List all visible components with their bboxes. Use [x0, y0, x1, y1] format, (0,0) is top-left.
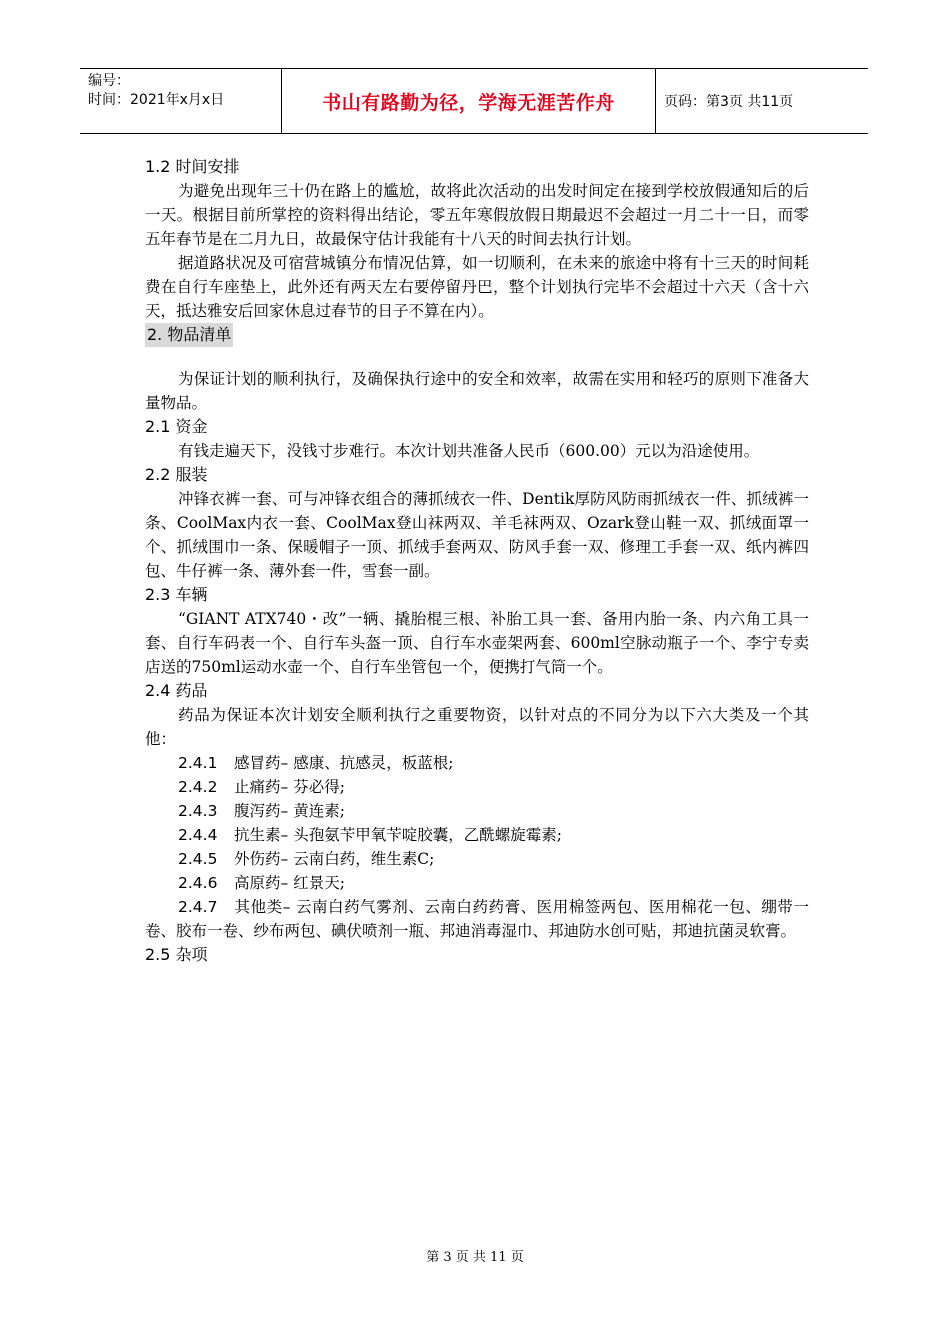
medicine-dash: –	[280, 850, 289, 868]
medicine-number: 2.4.6	[178, 874, 218, 892]
section-1-2-title: 1.2 时间安排	[145, 157, 240, 176]
section-2-3-paragraph: “GIANT ATX740・改”一辆、撬胎棍三根、补胎工具一套、备用内胎一条、内六角工具一套、自行车码表一个、自行车头盔一顶、自行车水壶架两套、600ml空脉动瓶子一个、李宁专卖店送的750ml运动水壶一个、自行车坐管包一个，便携打气筒一个。	[145, 610, 809, 676]
header-page-label: 页码：第3页 共11页	[664, 94, 794, 110]
section-2-2-paragraph: 冲锋衣裤一套、可与冲锋衣组合的薄抓绒衣一件、Dentik厚防风防雨抓绒衣一件、抓绒裤一条、CoolMax内衣一套、CoolMax登山袜两双、羊毛袜两双、Ozark登山鞋一双、抓绒面罩一个、抓绒围巾一条、保暖帽子一顶、抓绒手套两双、防风手套一双、修理工手套一双、纸内裤四包、牛仔裤一条、薄外套一件，雪套一副。	[145, 490, 809, 580]
section-2-4-title: 2.4 药品	[145, 681, 208, 700]
medicine-dash: –	[280, 754, 289, 772]
medicine-dash: –	[282, 898, 291, 916]
medicine-category: 抗生素	[234, 826, 281, 844]
medicine-category: 止痛药	[234, 778, 281, 796]
medicine-category: 腹泻药	[234, 802, 281, 820]
medicine-items: 云南白药，维生素C;	[293, 850, 435, 868]
medicine-number: 2.4.7	[178, 898, 218, 916]
medicine-category: 外伤药	[234, 850, 281, 868]
section-2-2-title: 2.2 服装	[145, 465, 208, 484]
medicine-dash: –	[280, 874, 289, 892]
medicine-item	[145, 751, 809, 775]
medicine-item-other	[145, 895, 809, 943]
medicine-item	[145, 775, 809, 799]
medicine-number: 2.4.3	[178, 802, 218, 820]
medicine-items: 黄连素;	[293, 802, 345, 820]
medicine-category: 感冒药	[234, 754, 281, 772]
medicine-item	[145, 823, 809, 847]
document-body	[145, 155, 809, 967]
section-2-title: 2. 物品清单	[145, 323, 233, 347]
header-number-label: 编号：	[88, 73, 130, 89]
medicine-items: 芬必得;	[293, 778, 345, 796]
section-2-1-title: 2.1 资金	[145, 417, 208, 436]
section-2-5-title: 2.5 杂项	[145, 945, 208, 964]
medicine-dash: –	[280, 826, 289, 844]
section-2-1-paragraph: 有钱走遍天下，没钱寸步难行。本次计划共准备人民币（600.00）元以为沿途使用。	[178, 442, 760, 460]
header-motto: 书山有路勤为径，学海无涯苦作舟	[282, 69, 656, 133]
medicine-items: 红景天;	[293, 874, 345, 892]
medicine-number: 2.4.5	[178, 850, 218, 868]
medicine-item	[145, 871, 809, 895]
medicine-number: 2.4.4	[178, 826, 218, 844]
medicine-item	[145, 799, 809, 823]
section-2-3-title: 2.3 车辆	[145, 585, 208, 604]
medicine-items: 云南白药气雾剂、云南白药药膏、医用棉签两包、医用棉花一包、绷带一卷、胶布一卷、纱布两包、碘伏喷剂一瓶、邦迪消毒湿巾、邦迪防水创可贴，邦迪抗菌灵软膏。	[145, 898, 809, 940]
medicine-items: 感康、抗感灵，板蓝根;	[293, 754, 454, 772]
header-date-label: 时间：2021年x月x日	[88, 92, 225, 108]
medicine-items: 头孢氨苄甲氧苄啶胶囊，乙酰螺旋霉素;	[293, 826, 562, 844]
medicine-number: 2.4.2	[178, 778, 218, 796]
medicine-dash: –	[280, 802, 289, 820]
section-2-4-paragraph: 药品为保证本次计划安全顺利执行之重要物资，以针对点的不同分为以下六大类及一个其他：	[145, 706, 809, 748]
medicine-dash: –	[280, 778, 289, 796]
section-1-2-paragraph-1: 为避免出现年三十仍在路上的尴尬，故将此次活动的出发时间定在接到学校放假通知后的后一天。根据目前所掌控的资料得出结论，零五年寒假放假日期最迟不会超过一月二十一日，而零五年春节是在二月九日，故最保守估计我能有十八天的时间去执行计划。	[145, 182, 809, 248]
medicine-category: 高原药	[234, 874, 281, 892]
header-meta	[80, 69, 282, 133]
medicine-number: 2.4.1	[178, 754, 218, 772]
page-footer: 第 3 页 共 11 页	[426, 1250, 524, 1265]
medicine-list	[145, 751, 809, 943]
medicine-category: 其他类	[234, 898, 283, 916]
section-2-paragraph: 为保证计划的顺利执行，及确保执行途中的安全和效率，故需在实用和轻巧的原则下准备大量物品。	[145, 370, 809, 412]
section-1-2-paragraph-2: 据道路状况及可宿营城镇分布情况估算，如一切顺利，在未来的旅途中将有十三天的时间耗费在自行车座垫上，此外还有两天左右要停留丹巴，整个计划执行完毕不会超过十六天（含十六天，抵达雅安后回家休息过春节的日子不算在内）。	[145, 254, 809, 320]
medicine-item	[145, 847, 809, 871]
section-2-title-row	[145, 323, 809, 347]
page-header	[80, 68, 868, 134]
